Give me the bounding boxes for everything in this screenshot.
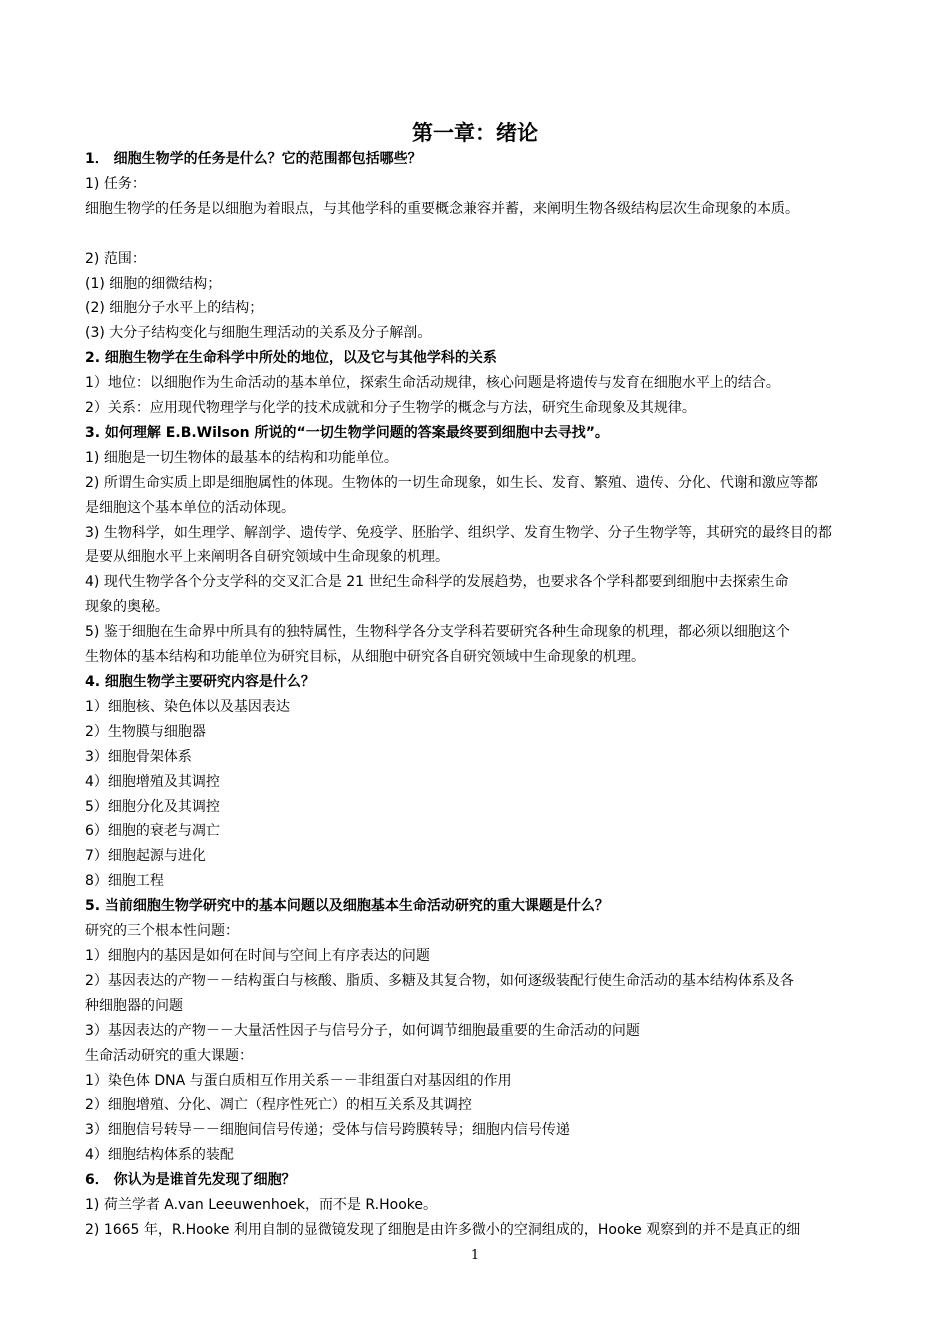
text-line: 2）基因表达的产物－－结构蛋白与核酸、脂质、多糖及其复合物，如何逐级装配行使生命活动的基本结构体系及各 xyxy=(85,972,794,989)
text-line: 5) 鉴于细胞在生命界中所具有的独特属性，生物科学各分支学科若要研究各种生命现象的机理，都必须以细胞这个 xyxy=(85,624,790,641)
text-line: 3）基因表达的产物－－大量活性因子与信号分子，如何调节细胞最重要的生命活动的问题 xyxy=(85,1022,640,1039)
text-line: 6）细胞的衰老与凋亡 xyxy=(85,823,220,840)
text-line: 2) 所谓生命实质上即是细胞属性的体现。生物体的一切生命现象，如生长、发育、繁殖、遗传、分化、代谢和激应等都 xyxy=(85,474,818,491)
text-line: 4) 现代生物学各个分支学科的交叉汇合是 21 世纪生命科学的发展趋势，也要求各个学科都要到细胞中去探索生命 xyxy=(85,574,789,591)
text-line: 2) 范围： xyxy=(85,250,146,267)
text-line: (1) 细胞的细微结构； xyxy=(85,275,222,292)
text-line: 4）细胞结构体系的装配 xyxy=(85,1147,234,1164)
text-line: 4）细胞增殖及其调控 xyxy=(85,773,220,790)
text-line: 1) 细胞是一切生物体的最基本的结构和功能单位。 xyxy=(85,449,398,466)
question-heading: 3. 如何理解 E.B.Wilson 所说的“一切生物学问题的答案最终要到细胞中去寻找”。 xyxy=(85,424,609,441)
question-heading: 6． 你认为是谁首先发现了细胞？ xyxy=(85,1172,296,1189)
text-line: (3) 大分子结构变化与细胞生理活动的关系及分子解剖。 xyxy=(85,325,432,342)
question-heading: 5. 当前细胞生物学研究中的基本问题以及细胞基本生命活动研究的重大课题是什么？ xyxy=(85,898,609,915)
text-line: 2）关系：应用现代物理学与化学的技术成就和分子生物学的概念与方法，研究生命现象及其规律。 xyxy=(85,400,696,417)
question-heading: 2. 细胞生物学在生命科学中所处的地位，以及它与其他学科的关系 xyxy=(85,350,497,367)
text-line: 种细胞器的问题 xyxy=(85,997,183,1014)
page-number: 1 xyxy=(470,1248,480,1263)
text-line: 2）生物膜与细胞器 xyxy=(85,723,206,740)
text-line: 细胞生物学的任务是以细胞为着眼点，与其他学科的重要概念兼容并蓄，来阐明生物各级结构层次生命现象的本质。 xyxy=(85,200,799,217)
text-line: 3) 生物科学，如生理学、解剖学、遗传学、免疫学、胚胎学、组织学、发育生物学、分子生物学等，其研究的最终目的都 xyxy=(85,524,832,541)
question-heading: 1． 细胞生物学的任务是什么？它的范围都包括哪些？ xyxy=(85,151,422,167)
text-line: 8）细胞工程 xyxy=(85,873,164,890)
text-line: 是要从细胞水平上来阐明各自研究领域中生命现象的机理。 xyxy=(85,549,449,566)
text-line: (2) 细胞分子水平上的结构； xyxy=(85,300,264,317)
text-line: 研究的三个根本性问题： xyxy=(85,923,239,940)
text-line: 现象的奥秘。 xyxy=(85,599,169,616)
text-line: 生物体的基本结构和功能单位为研究目标，从细胞中研究各自研究领域中生命现象的机理。 xyxy=(85,649,645,666)
question-heading: 4. 细胞生物学主要研究内容是什么？ xyxy=(85,674,315,691)
text-line: 7）细胞起源与进化 xyxy=(85,848,206,865)
text-line: 2）细胞增殖、分化、凋亡（程序性死亡）的相互关系及其调控 xyxy=(85,1097,472,1114)
text-line: 1) 荷兰学者 A.van Leeuwenhoek，而不是 R.Hooke。 xyxy=(85,1197,437,1214)
document-body xyxy=(85,147,883,1243)
chapter-title: 第一章：绪论 xyxy=(412,121,538,145)
text-line: 1) 任务： xyxy=(85,175,146,192)
text-line: 生命活动研究的重大课题： xyxy=(85,1047,253,1064)
text-line: 1）染色体 DNA 与蛋白质相互作用关系－－非组蛋白对基因组的作用 xyxy=(85,1072,512,1089)
text-line: 1）细胞内的基因是如何在时间与空间上有序表达的问题 xyxy=(85,947,430,964)
text-line: 2) 1665 年，R.Hooke 利用自制的显微镜发现了细胞是由许多微小的空洞组成的，Hooke 观察到的并不是真正的细 xyxy=(85,1221,801,1238)
text-line: 是细胞这个基本单位的活动体现。 xyxy=(85,499,295,516)
text-line: 1）地位：以细胞作为生命活动的基本单位，探索生命活动规律，核心问题是将遗传与发育在细胞水平上的结合。 xyxy=(85,375,780,392)
blank-line xyxy=(85,222,883,247)
text-line: 5）细胞分化及其调控 xyxy=(85,798,220,815)
text-line: 3）细胞骨架体系 xyxy=(85,748,192,765)
text-line: 1）细胞核、染色体以及基因表达 xyxy=(85,698,290,715)
text-line: 3）细胞信号转导－－细胞间信号传递；受体与信号跨膜转导；细胞内信号传递 xyxy=(85,1122,570,1139)
